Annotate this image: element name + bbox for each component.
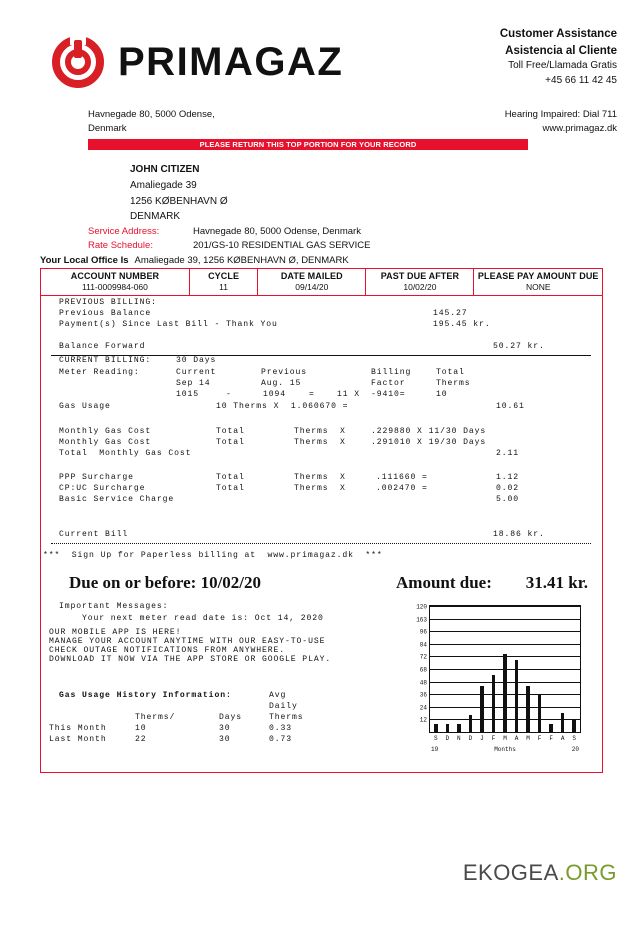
previous-balance-label: Previous Balance [59,309,152,318]
gas-usage-history-block [47,691,304,853]
chart-xtick-label: J [480,735,484,742]
chart-gridline [419,641,580,649]
gas-usage-value: 10.61 [496,402,525,411]
customer-assistance-title-es: Asistencia al Cliente [505,44,617,57]
meter-value-previous: 1094 [263,390,287,399]
chart-xtick-label: N [457,735,461,742]
meter-value-equals: = [309,390,315,399]
cycle-value: 11 [219,282,228,292]
billing-main-box [40,268,603,773]
chart-bar [572,720,576,732]
payments-label: Payment(s) Since Last Bill - Thank You [59,320,278,329]
chart-ytick-label: 48 [419,679,427,687]
history-row-avg: 0.33 [269,724,293,733]
pay-amount-header: PLEASE PAY AMOUNT DUE [477,271,599,281]
mobile-app-line1: OUR MOBILE APP IS HERE! [49,628,182,637]
chart-xtick-label: A [560,735,565,742]
chart-xtick-label: M [526,735,530,742]
date-mailed-cell [258,269,366,295]
monthly-gas-cost-1-rate: .229880 X 11/30 Days [371,427,487,436]
chart-gridline [419,628,580,636]
balance-forward-value: 50.27 kr. [493,342,545,351]
monthly-gas-cost-1-total: Total [216,427,245,436]
pay-amount-value: NONE [525,282,551,292]
chart-ytick-label: 24 [419,704,427,712]
cycle-header: CYCLE [208,271,240,281]
mobile-app-line4: DOWNLOAD IT NOW VIA THE APP STORE OR GOOGLE PLAY. [49,655,332,664]
chart-gridline [416,616,580,624]
important-messages-title: Important Messages: [59,602,169,611]
meter-head-current: Current [176,368,217,377]
monthly-gas-cost-1-therms: Therms X [294,427,346,436]
rate-schedule-value: 201/GS-10 RESIDENTIAL GAS SERVICE [193,240,371,252]
address-strip [0,108,643,138]
customer-assistance-title: Customer Assistance [499,28,617,40]
history-header-days: Days [219,713,243,722]
history-row-label: This Month [49,724,107,733]
hearing-impaired-line: Hearing Impaired: Dial 711 [504,109,617,120]
monthly-gas-cost-2-rate: .291010 X 19/30 Days [371,438,487,447]
chart-xtick-label: S [572,735,577,742]
chart-ytick-label: 120 [416,603,427,611]
company-address-line1: Havnegade 80, 5000 Odense, [88,109,215,120]
history-row-days: 30 [219,735,231,744]
due-date-text: Due on or before: 10/02/20 [69,573,262,592]
history-row-therms: 10 [135,724,147,733]
monthly-gas-cost-2-label: Monthly Gas Cost [59,438,152,447]
chart-year-start: 19 [431,746,439,753]
chart-bar [457,724,461,732]
monthly-gas-cost-total-value: 2.11 [496,449,520,458]
history-col-avg: Avg [269,691,287,700]
amount-due-value: 31.41 kr. [525,573,588,592]
chart-xtick-label: S [433,735,438,742]
cycle-cell [190,269,258,295]
history-row-avg: 0.73 [269,735,293,744]
monthly-gas-cost-1-label: Monthly Gas Cost [59,427,152,436]
past-due-header: PAST DUE AFTER [380,271,460,281]
chart-ytick-label: 68 [419,666,427,674]
return-portion-banner: PLEASE RETURN THIS TOP PORTION FOR YOUR RECORD [88,139,528,150]
meter-value-therms: 10 [436,390,448,399]
basic-service-charge-value: 5.00 [496,495,520,504]
chart-bar [469,715,473,732]
chart-year-end: 20 [571,746,579,753]
ppp-surcharge-label: PPP Surcharge [59,473,134,482]
payments-value: 195.45 kr. [433,320,491,329]
customer-assistance-block [500,26,617,88]
contact-info [505,108,617,136]
ekogea-footer-logo [463,860,617,886]
power-symbol-icon [52,36,104,88]
history-row-therms: 22 [135,735,147,744]
account-summary-table [41,269,602,296]
cpuc-surcharge-total: Total [216,484,245,493]
account-number-header: ACCOUNT NUMBER [70,271,160,281]
mobile-app-line2: MANAGE YOUR ACCOUNT ANYTIME WITH OUR EASY-TO-USE [49,637,326,646]
chart-ytick-label: 12 [419,716,427,724]
past-due-value: 10/02/20 [403,282,437,292]
chart-ytick-label: 163 [416,616,427,624]
chart-plot-area [416,603,581,742]
meter-value-minus: - [226,390,232,399]
toll-free-label: Toll Free/Llamada Gratis [508,60,617,72]
gas-usage-calc: 10 Therms X 1.060670 = [216,402,349,411]
service-info-block [88,225,370,254]
chart-xtick-label: M [503,735,507,742]
cpuc-surcharge-rate: .002470 = [376,484,428,493]
mobile-app-line3: CHECK OUTAGE NOTIFICATIONS FROM ANYWHERE. [49,646,286,655]
meter-value-diff: 11 X [337,390,361,399]
meter-value-current: 1015 [176,390,200,399]
chart-xlabel: Months [494,746,516,753]
history-title: Gas Usage History Information: [59,691,232,700]
chart-xtick-label: F [549,735,553,742]
chart-bar [434,724,438,732]
chart-bar [538,694,542,732]
current-bill-value: 18.86 kr. [493,530,545,539]
footer-brand-main: EKOGEA [462,860,559,885]
customer-country: DENMARK [130,211,181,223]
chart-bar [503,654,507,732]
date-mailed-header: DATE MAILED [280,271,343,281]
chart-ytick-label: 96 [419,628,427,636]
meter-sub-billing: Factor [371,379,406,388]
previous-balance-value: 145.27 [433,309,468,318]
chart-bar [480,686,484,732]
account-number-value: 111-0009984-060 [82,282,148,292]
rate-schedule-label: Rate Schedule: [88,240,153,252]
local-office-value: Amaliegade 39, 1256 KØBENHAVN Ø, DENMARK [134,255,349,266]
history-row-label: Last Month [49,735,107,744]
basic-service-charge-label: Basic Service Charge [59,495,175,504]
chart-ytick-label: 36 [419,691,427,699]
support-phone: +45 66 11 42 45 [545,74,617,86]
chart-bar [492,675,496,732]
local-office-row [40,255,349,266]
cpuc-surcharge-therms: Therms X [294,484,346,493]
current-bill-label: Current Bill [59,530,129,539]
date-mailed-value: 09/14/20 [295,282,329,292]
pay-amount-cell [474,269,602,295]
chart-xtick-label: D [468,735,473,742]
gas-usage-chart [391,597,596,769]
ppp-surcharge-therms: Therms X [294,473,346,482]
meter-sub-current: Sep 14 [176,379,211,388]
billing-detail-lines [41,296,602,602]
brand-logo [52,36,343,88]
ppp-surcharge-rate: .111660 = [376,473,428,482]
chart-bar [446,724,450,732]
website-link[interactable]: www.primagaz.dk [542,122,617,134]
current-bill-rule [51,543,591,544]
chart-bar [526,686,530,732]
chart-xtick-label: D [445,735,450,742]
next-meter-read-date: Your next meter read date is: Oct 14, 2020 [82,614,324,623]
history-header-avg-therms: Therms [269,713,304,722]
monthly-gas-cost-2-total: Total [216,438,245,447]
service-address-value: Havnegade 80, 5000 Odense, Denmark [193,226,361,237]
monthly-gas-cost-2-therms: Therms X [294,438,346,447]
chart-gridline [416,603,580,611]
ppp-surcharge-total: Total [216,473,245,482]
chart-ytick-label: 72 [419,653,427,661]
customer-address1: Amaliegade 39 [130,179,197,191]
chart-bar [515,660,519,732]
meter-value-factor: -9410= [371,390,406,399]
brand-name: PRIMAGAZ [118,39,344,84]
meter-head-previous: Previous [261,368,308,377]
chart-xtick-label: F [537,735,542,742]
local-office-label: Your Local Office Is [40,255,129,266]
cpuc-surcharge-label: CP:UC Surcharge [59,484,146,493]
chart-bar [561,713,565,732]
cpuc-surcharge-value: 0.02 [496,484,520,493]
meter-head-total: Total [436,368,465,377]
meter-head-billing: Billing [371,368,412,377]
footer-brand-suffix: .ORG [558,860,617,885]
company-address [88,108,215,136]
account-number-cell [41,269,190,295]
chart-ytick-label: 84 [419,641,427,649]
meter-sub-total: Therms [436,379,471,388]
customer-address2: 1256 KØBENHAVN Ø [130,195,228,207]
current-billing-title: CURRENT BILLING: [59,356,152,365]
amount-due-label: Amount due: [396,573,492,592]
page-header [0,0,643,105]
meter-reading-label: Meter Reading: [59,368,140,377]
history-row-days: 30 [219,724,231,733]
history-header-therms: Therms/ [135,713,176,722]
chart-xtick-label: A [514,735,519,742]
previous-billing-title: PREVIOUS BILLING: [59,298,157,307]
current-billing-days: 30 Days [176,356,217,365]
company-address-line2: Denmark [88,122,127,134]
gas-usage-label: Gas Usage [59,402,111,411]
balance-forward-label: Balance Forward [59,342,146,351]
history-col-daily: Daily [269,702,298,711]
important-messages-block [47,602,332,674]
past-due-cell [366,269,474,295]
ppp-surcharge-value: 1.12 [496,473,520,482]
customer-name: JOHN CITIZEN [130,164,200,175]
monthly-gas-cost-total-label: Total Monthly Gas Cost [59,449,192,458]
chart-bar [549,724,553,732]
meter-sub-previous: Aug. 15 [261,379,302,388]
chart-xtick-label: F [491,735,496,742]
customer-address-block [130,162,228,225]
service-address-label: Service Address: [88,226,160,237]
paperless-billing-note[interactable]: *** Sign Up for Paperless billing at www.primagaz.dk *** [43,551,383,560]
